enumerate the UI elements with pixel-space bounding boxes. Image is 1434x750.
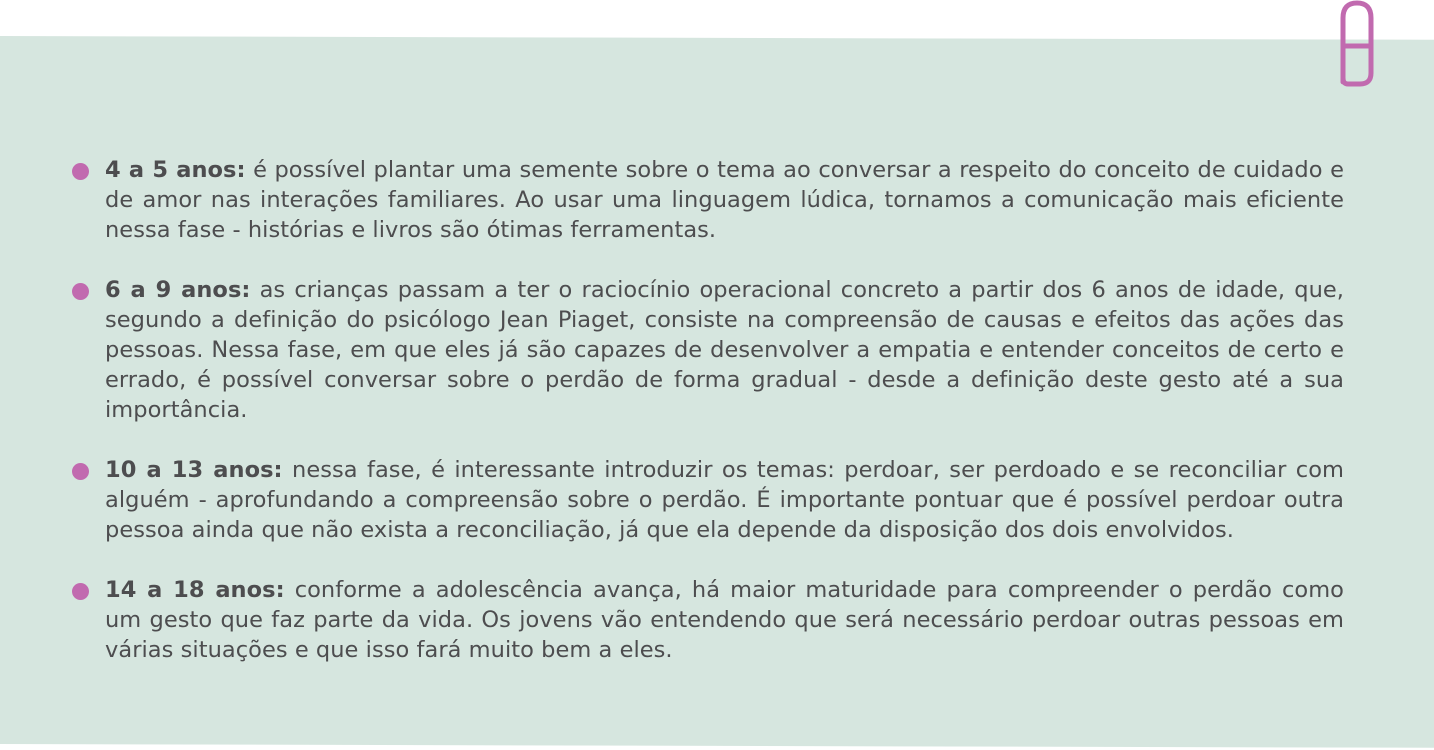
bullet-dot-icon — [72, 163, 89, 180]
item-text: conforme a adolescência avança, há maior maturidade para compreender o perdão como um gesto que faz parte da vida. Os jovens vão entendendo que será necessário perdoar outras pessoas em várias situações e que isso fará muito bem a eles. — [105, 577, 1344, 663]
paper-clip-icon — [1334, 0, 1380, 90]
content-card — [0, 36, 1434, 748]
age-range-label: 14 a 18 anos: — [105, 577, 285, 603]
bullet-dot-icon — [72, 283, 89, 300]
bullet-dot-icon — [72, 583, 89, 600]
bullet-dot-icon — [72, 463, 89, 480]
list-item — [72, 575, 1344, 665]
age-guidance-list — [72, 155, 1344, 695]
list-item — [72, 155, 1344, 245]
age-range-label: 4 a 5 anos: — [105, 157, 246, 183]
item-text: as crianças passam a ter o raciocínio operacional concreto a partir dos 6 anos de idade, que, segundo a definição do psicólogo Jean Piaget, consiste na compreensão de causas e efeitos das ações das pessoas. Nessa fase, em que eles já são capazes de desenvolver a empatia e entender conceitos de certo e errado, é possível conversar sobre o perdão de forma gradual - desde a definição deste gesto até a sua importância. — [105, 277, 1345, 423]
age-range-label: 6 a 9 anos: — [105, 277, 251, 303]
list-item — [72, 275, 1344, 425]
age-range-label: 10 a 13 anos: — [105, 457, 283, 483]
list-item — [72, 455, 1344, 545]
item-text: nessa fase, é interessante introduzir os temas: perdoar, ser perdoado e se reconciliar com alguém - aprofundando a compreensão sobre o perdão. É importante pontuar que é possível perdoar outra pessoa ainda que não exista a reconciliação, já que ela depende da disposição dos dois envolvidos. — [105, 457, 1344, 543]
item-text: é possível plantar uma semente sobre o tema ao conversar a respeito do conceito de cuidado e de amor nas interações familiares. Ao usar uma linguagem lúdica, tornamos a comunicação mais eficiente nessa fase - histórias e livros são ótimas ferramentas. — [105, 157, 1344, 243]
